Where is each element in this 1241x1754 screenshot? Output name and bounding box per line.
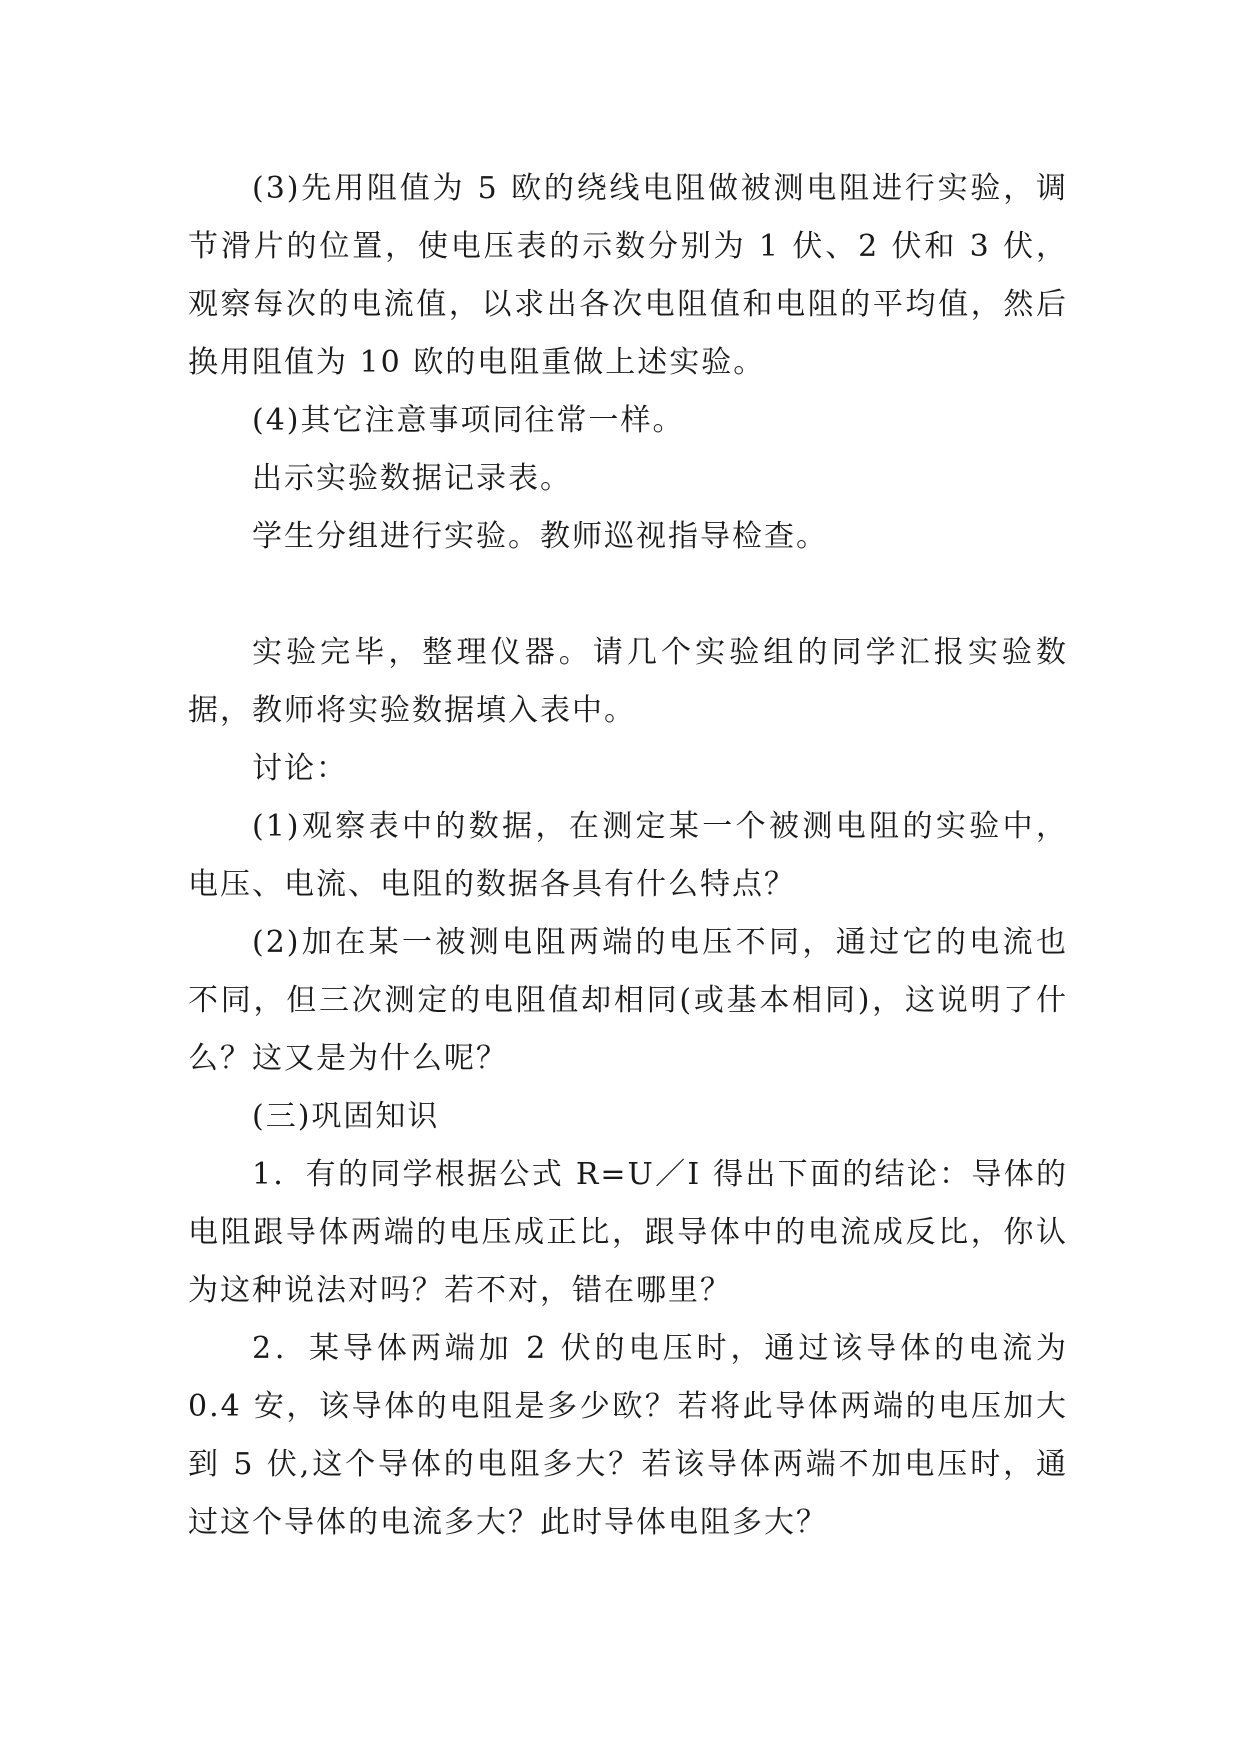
document-body xyxy=(188,160,1068,1552)
paragraph-discussion-2: (2)加在某一被测电阻两端的电压不同，通过它的电流也不同，但三次测定的电阻值却相同(或基本相同)，这说明了什么？这又是为什么呢？ xyxy=(188,925,1068,1076)
paragraph-procedure-4: (4)其它注意事项同往常一样。 xyxy=(252,403,685,438)
paragraph-discussion-1: (1)观察表中的数据，在测定某一个被测电阻的实验中，电压、电流、电阻的数据各具有什么特点？ xyxy=(188,809,1068,902)
section-heading-consolidate: (三)巩固知识 xyxy=(252,1099,440,1134)
paragraph-exercise-2: 2．某导体两端加 2 伏的电压时，通过该导体的电流为 0.4 安，该导体的电阻是多少欧？若将此导体两端的电压加大到 5 伏,这个导体的电阻多大？若该导体两端不加电压时，通过这个导体的电流多大？此时导体电阻多大？ xyxy=(188,1331,1068,1540)
paragraph-procedure-3: (3)先用阻值为 5 欧的绕线电阻做被测电阻进行实验，调节滑片的位置，使电压表的示数分别为 1 伏、2 伏和 3 伏，观察每次的电流值，以求出各次电阻值和电阻的平均值，然后换用阻值为 10 欧的电阻重做上述实验。 xyxy=(188,171,1068,380)
paragraph-exercise-1: 1．有的同学根据公式 R=U／I 得出下面的结论：导体的电阻跟导体两端的电压成正比，跟导体中的电流成反比，你认为这种说法对吗？若不对，错在哪里？ xyxy=(188,1157,1068,1308)
paragraph-discussion-heading: 讨论： xyxy=(252,751,348,786)
paragraph-gap xyxy=(188,566,1068,624)
paragraph-show-table: 出示实验数据记录表。 xyxy=(252,461,572,496)
paragraph-experiment-complete: 实验完毕，整理仪器。请几个实验组的同学汇报实验数据，教师将实验数据填入表中。 xyxy=(188,635,1068,728)
paragraph-group-experiment: 学生分组进行实验。教师巡视指导检查。 xyxy=(252,519,828,554)
